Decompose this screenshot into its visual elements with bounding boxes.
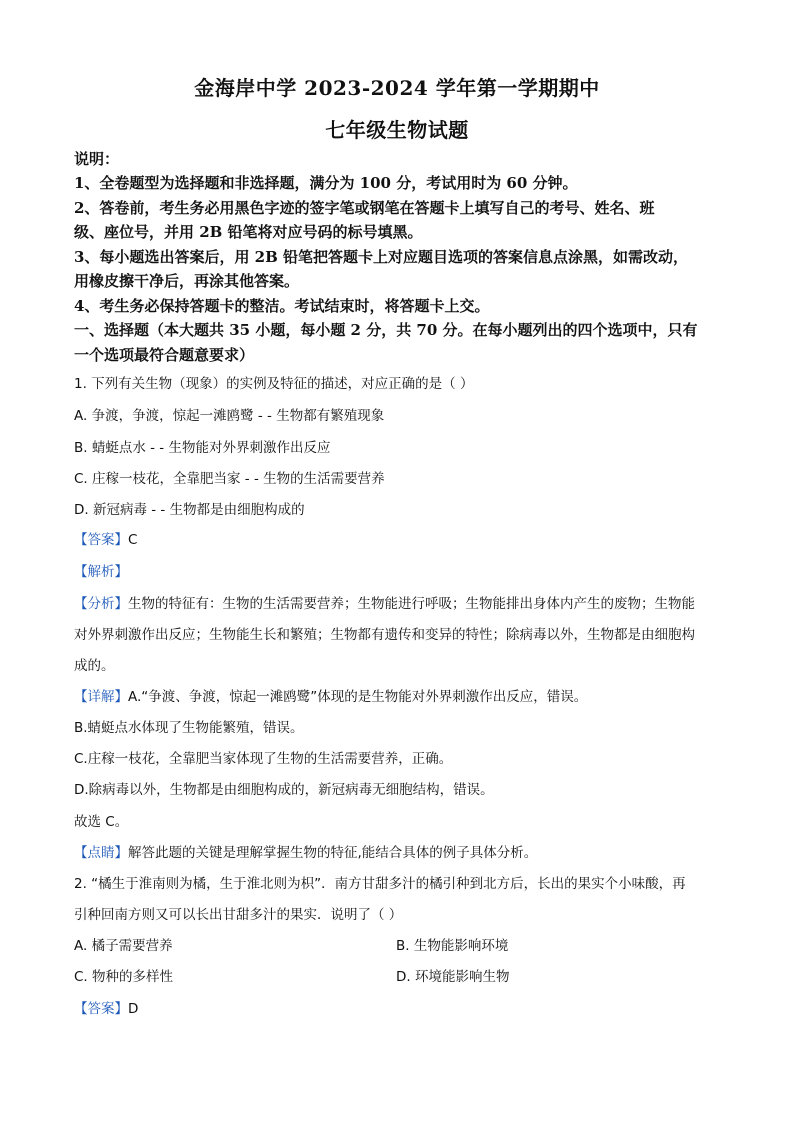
q2-option-a: A. 橘子需要营养: [74, 938, 173, 954]
dianjing-tag: 【点睛】: [74, 845, 128, 861]
instruction-2-cont: 级、座位号，并用 2B 铅笔将对应号码的标号填黑。: [74, 223, 423, 241]
q1-dianjing: [74, 841, 537, 861]
q1-option-b: B. 蜻蜓点水 - - 生物能对外界刺激作出反应: [74, 440, 331, 456]
answer-tag: 【答案】: [74, 532, 128, 548]
q1-fenxi-line-1: [74, 592, 695, 612]
q1-analysis: [74, 560, 128, 580]
answer-value: C: [128, 532, 138, 548]
analysis-tag: 【解析】: [74, 564, 128, 580]
q2-stem-line-2: 引种回南方则又可以长出甘甜多汁的果实．说明了（ ）: [74, 907, 403, 923]
section-heading: 一、选择题（本大题共 35 小题，每小题 2 分，共 70 分。在每小题列出的四个选项中，只有: [74, 321, 698, 339]
exam-title: 金海岸中学 2023-2024 学年第一学期期中: [194, 76, 600, 100]
instruction-1: 1、全卷题型为选择题和非选择题，满分为 100 分，考试用时为 60 分钟。: [74, 174, 578, 192]
dianjing-text: 解答此题的关键是理解掌握生物的特征,能结合具体的例子具体分析。: [128, 845, 538, 861]
q1-xiangjie-line-2: B.蜻蜓点水体现了生物能繁殖，错误。: [74, 720, 304, 736]
exam-subtitle: 七年级生物试题: [325, 118, 469, 142]
q1-fenxi-line-2: 对外界刺激作出反应；生物能生长和繁殖；生物都有遗传和变异的特性；除病毒以外，生物都是由细胞构: [74, 627, 695, 643]
instruction-3: 3、每小题选出答案后，用 2B 铅笔把答题卡上对应题目选项的答案信息点涂黑，如需改动，: [74, 248, 689, 266]
xiangjie-tag: 【详解】: [74, 689, 128, 705]
q1-xiangjie-line-4: D.除病毒以外，生物都是由细胞构成的，新冠病毒无细胞结构，错误。: [74, 782, 494, 798]
instruction-4: 4、考生务必保持答题卡的整洁。考试结束时，将答题卡上交。: [74, 297, 490, 315]
q2-option-d: D. 环境能影响生物: [396, 969, 510, 985]
q2-stem-line-1: 2. “橘生于淮南则为橘，生于淮北则为枳”．南方甘甜多汁的橘引种到北方后，长出的果实个小味酸，再: [74, 876, 686, 892]
q1-stem: 1. 下列有关生物（现象）的实例及特征的描述，对应正确的是（ ）: [74, 376, 474, 392]
q2-option-c: C. 物种的多样性: [74, 969, 174, 985]
instruction-2: 2、答卷前，考生务必用黑色字迹的签字笔或钢笔在答题卡上填写自己的考号、姓名、班: [74, 199, 655, 217]
xiangjie-text: A.“争渡、争渡，惊起一滩鸥鹭”体现的是生物能对外界刺激作出反应，错误。: [128, 689, 588, 705]
q2-answer: [74, 997, 138, 1017]
fenxi-text: 生物的特征有：生物的生活需要营养；生物能进行呼吸；生物能排出身体内产生的废物；生物能: [128, 596, 695, 612]
instruction-3-cont: 用橡皮擦干净后，再涂其他答案。: [74, 272, 300, 290]
q2-option-b: B. 生物能影响环境: [396, 938, 509, 954]
answer-value: D: [128, 1001, 139, 1017]
q1-xiangjie-line-5: 故选 C。: [74, 814, 129, 830]
q1-fenxi-line-3: 成的。: [74, 658, 115, 674]
q1-option-d: D. 新冠病毒 - - 生物都是由细胞构成的: [74, 502, 305, 518]
q1-xiangjie-line-1: [74, 685, 587, 705]
q1-option-c: C. 庄稼一枝花，全靠肥当家 - - 生物的生活需要营养: [74, 471, 385, 487]
section-heading-cont: 一个选项最符合题意要求）: [74, 346, 255, 364]
q1-option-a: A. 争渡，争渡，惊起一滩鸥鹭 - - 生物都有繁殖现象: [74, 408, 385, 424]
answer-tag: 【答案】: [74, 1001, 128, 1017]
q1-answer: [74, 528, 137, 548]
q1-xiangjie-line-3: C.庄稼一枝花，全靠肥当家体现了生物的生活需要营养，正确。: [74, 751, 453, 767]
fenxi-tag: 【分析】: [74, 596, 128, 612]
instructions-label: 说明：: [74, 150, 120, 168]
